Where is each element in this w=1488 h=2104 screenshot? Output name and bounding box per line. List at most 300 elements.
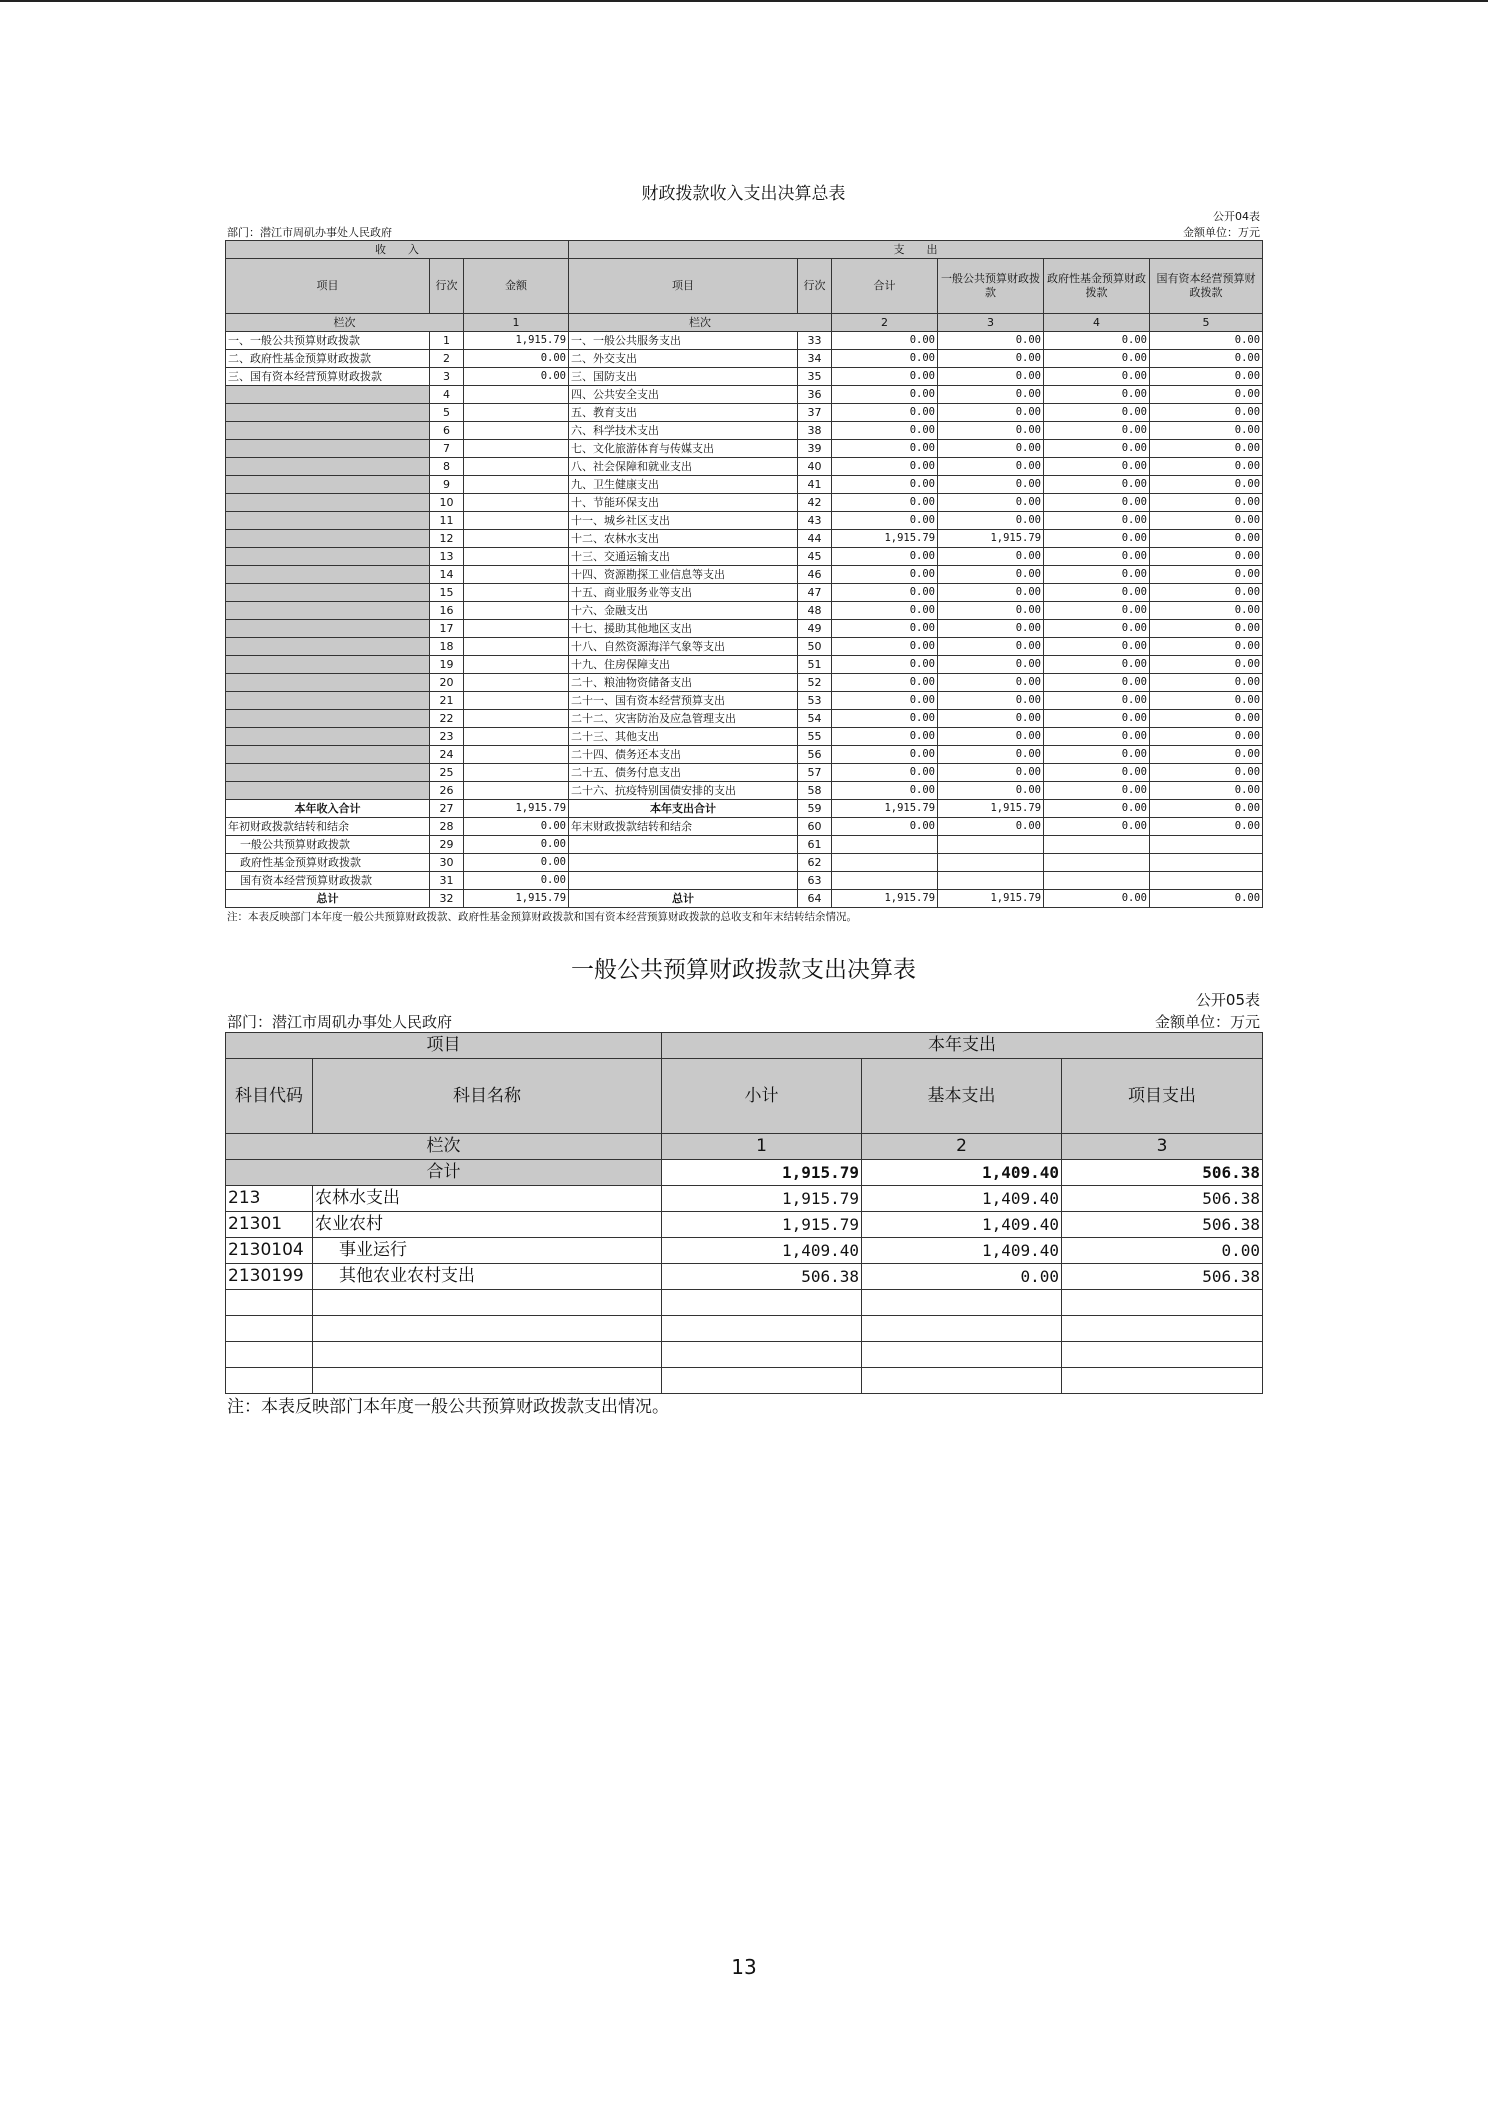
col-fund-budget: 政府性基金预算财政拨款 bbox=[1044, 259, 1150, 314]
project-expense: 506.38 bbox=[1062, 1186, 1263, 1212]
subtotal bbox=[662, 1316, 862, 1342]
expense-total: 0.00 bbox=[832, 458, 938, 476]
table-row bbox=[226, 422, 1263, 440]
income-header: 收 入 bbox=[226, 241, 569, 259]
income-amount: 0.00 bbox=[464, 368, 569, 386]
top-border-line bbox=[0, 0, 1488, 2]
expense-total: 0.00 bbox=[832, 710, 938, 728]
income-amount bbox=[464, 728, 569, 746]
expense-rowno: 43 bbox=[798, 512, 832, 530]
expense-fund: 0.00 bbox=[1044, 530, 1150, 548]
expense-total: 0.00 bbox=[832, 440, 938, 458]
basic-expense bbox=[862, 1342, 1062, 1368]
income-rowno: 1 bbox=[430, 332, 464, 350]
expense-fund: 0.00 bbox=[1044, 800, 1150, 818]
expense-general: 0.00 bbox=[938, 674, 1044, 692]
expense-state: 0.00 bbox=[1150, 818, 1263, 836]
table1-meta-code bbox=[225, 208, 1262, 224]
table-row bbox=[226, 638, 1263, 656]
col-expense-item: 项目 bbox=[569, 259, 798, 314]
expense-fund: 0.00 bbox=[1044, 584, 1150, 602]
expense-general: 0.00 bbox=[938, 782, 1044, 800]
income-amount: 0.00 bbox=[464, 872, 569, 890]
expense-general: 0.00 bbox=[938, 818, 1044, 836]
income-item bbox=[226, 620, 430, 638]
expense-fund: 0.00 bbox=[1044, 458, 1150, 476]
expense-total: 0.00 bbox=[832, 692, 938, 710]
col-income-rowno: 行次 bbox=[430, 259, 464, 314]
table-row bbox=[226, 602, 1263, 620]
table-row bbox=[226, 728, 1263, 746]
project-expense: 0.00 bbox=[1062, 1238, 1263, 1264]
expense-fund: 0.00 bbox=[1044, 386, 1150, 404]
income-rowno: 5 bbox=[430, 404, 464, 422]
income-amount bbox=[464, 404, 569, 422]
income-item: 一、一般公共预算财政拨款 bbox=[226, 332, 430, 350]
expense-fund: 0.00 bbox=[1044, 782, 1150, 800]
expense-rowno: 56 bbox=[798, 746, 832, 764]
subject-code: 21301 bbox=[226, 1212, 313, 1238]
expense-rowno: 62 bbox=[798, 854, 832, 872]
expense-total: 0.00 bbox=[832, 674, 938, 692]
expense-item: 七、文化旅游体育与传媒支出 bbox=[569, 440, 798, 458]
income-amount: 0.00 bbox=[464, 818, 569, 836]
table-row bbox=[226, 332, 1263, 350]
table1-unit: 金额单位：万元 bbox=[1183, 226, 1260, 239]
expense-state: 0.00 bbox=[1150, 800, 1263, 818]
expense-idx-4: 4 bbox=[1044, 314, 1150, 332]
expense-fund: 0.00 bbox=[1044, 746, 1150, 764]
table-row bbox=[226, 854, 1263, 872]
expense-item bbox=[569, 872, 798, 890]
expense-rowno: 40 bbox=[798, 458, 832, 476]
income-rowno: 6 bbox=[430, 422, 464, 440]
expense-general: 0.00 bbox=[938, 404, 1044, 422]
expense-rowno: 45 bbox=[798, 548, 832, 566]
col-basic: 基本支出 bbox=[862, 1059, 1062, 1134]
income-item bbox=[226, 566, 430, 584]
table2-title: 一般公共预算财政拨款支出决算表 bbox=[571, 957, 916, 983]
expense-fund: 0.00 bbox=[1044, 566, 1150, 584]
income-item bbox=[226, 386, 430, 404]
income-item bbox=[226, 494, 430, 512]
table-row bbox=[226, 782, 1263, 800]
expense-item: 十三、交通运输支出 bbox=[569, 548, 798, 566]
expense-total: 0.00 bbox=[832, 638, 938, 656]
income-amount bbox=[464, 440, 569, 458]
income-item bbox=[226, 404, 430, 422]
basic-expense bbox=[862, 1368, 1062, 1394]
income-item bbox=[226, 476, 430, 494]
income-amount bbox=[464, 530, 569, 548]
basic-expense bbox=[862, 1290, 1062, 1316]
expense-state: 0.00 bbox=[1150, 530, 1263, 548]
project-expense bbox=[1062, 1342, 1263, 1368]
t2-idx-2: 2 bbox=[862, 1134, 1062, 1160]
expense-general: 0.00 bbox=[938, 386, 1044, 404]
expense-fund: 0.00 bbox=[1044, 692, 1150, 710]
expense-total: 0.00 bbox=[832, 656, 938, 674]
income-item: 国有资本经营预算财政拨款 bbox=[226, 872, 430, 890]
income-rowno: 14 bbox=[430, 566, 464, 584]
subject-code bbox=[226, 1368, 313, 1394]
expense-total: 0.00 bbox=[832, 494, 938, 512]
expense-item: 八、社会保障和就业支出 bbox=[569, 458, 798, 476]
expense-item: 十七、援助其他地区支出 bbox=[569, 620, 798, 638]
col-expense-rowno: 行次 bbox=[798, 259, 832, 314]
expense-state: 0.00 bbox=[1150, 566, 1263, 584]
expense-rowno: 57 bbox=[798, 764, 832, 782]
expense-rowno: 64 bbox=[798, 890, 832, 908]
expense-item: 二十三、其他支出 bbox=[569, 728, 798, 746]
t2-idx-1: 1 bbox=[662, 1134, 862, 1160]
expense-general: 0.00 bbox=[938, 566, 1044, 584]
table2-dept: 部门：潜江市周矶办事处人民政府 bbox=[227, 1013, 453, 1031]
expense-rowno: 61 bbox=[798, 836, 832, 854]
income-amount: 1,915.79 bbox=[464, 800, 569, 818]
empty-row bbox=[226, 1368, 1263, 1394]
expense-idx-3: 3 bbox=[938, 314, 1044, 332]
income-rowno: 9 bbox=[430, 476, 464, 494]
expense-item: 二十六、抗疫特别国债安排的支出 bbox=[569, 782, 798, 800]
expense-fund: 0.00 bbox=[1044, 350, 1150, 368]
subject-name bbox=[313, 1316, 662, 1342]
page-number: 13 bbox=[731, 1955, 757, 1979]
expense-state: 0.00 bbox=[1150, 674, 1263, 692]
expense-total bbox=[832, 872, 938, 890]
subject-name: 事业运行 bbox=[313, 1238, 662, 1264]
expense-state: 0.00 bbox=[1150, 890, 1263, 908]
expense-state: 0.00 bbox=[1150, 440, 1263, 458]
income-amount: 1,915.79 bbox=[464, 332, 569, 350]
expense-state: 0.00 bbox=[1150, 512, 1263, 530]
income-item bbox=[226, 674, 430, 692]
subject-name: 农林水支出 bbox=[313, 1186, 662, 1212]
expense-rowno: 44 bbox=[798, 530, 832, 548]
income-rowno: 4 bbox=[430, 386, 464, 404]
table1-title: 财政拨款收入支出决算总表 bbox=[641, 184, 846, 204]
expense-total bbox=[832, 836, 938, 854]
expense-item: 十二、农林水支出 bbox=[569, 530, 798, 548]
income-rowno: 15 bbox=[430, 584, 464, 602]
expense-total: 0.00 bbox=[832, 782, 938, 800]
expense-rowno: 63 bbox=[798, 872, 832, 890]
table-row bbox=[226, 494, 1263, 512]
income-amount bbox=[464, 458, 569, 476]
expense-total: 0.00 bbox=[832, 620, 938, 638]
col-this-year: 本年支出 bbox=[662, 1033, 1263, 1059]
table2-unit: 金额单位：万元 bbox=[1154, 1013, 1260, 1031]
expense-general: 0.00 bbox=[938, 656, 1044, 674]
project-expense bbox=[1062, 1316, 1263, 1342]
fiscal-summary-table bbox=[225, 240, 1263, 908]
col-code: 科目代码 bbox=[226, 1059, 313, 1134]
income-amount bbox=[464, 566, 569, 584]
income-rowno: 19 bbox=[430, 656, 464, 674]
table-row bbox=[226, 764, 1263, 782]
expense-idx-5: 5 bbox=[1150, 314, 1263, 332]
table-row bbox=[226, 836, 1263, 854]
expense-total: 0.00 bbox=[832, 584, 938, 602]
expense-lanci: 栏次 bbox=[569, 314, 832, 332]
expense-fund: 0.00 bbox=[1044, 818, 1150, 836]
income-amount bbox=[464, 476, 569, 494]
expense-item: 三、国防支出 bbox=[569, 368, 798, 386]
expense-total: 1,915.79 bbox=[832, 800, 938, 818]
income-rowno: 31 bbox=[430, 872, 464, 890]
income-amount bbox=[464, 548, 569, 566]
income-amount bbox=[464, 782, 569, 800]
expense-rowno: 58 bbox=[798, 782, 832, 800]
income-item bbox=[226, 638, 430, 656]
expense-total: 0.00 bbox=[832, 368, 938, 386]
subtotal bbox=[662, 1342, 862, 1368]
expense-general: 0.00 bbox=[938, 746, 1044, 764]
expense-fund: 0.00 bbox=[1044, 656, 1150, 674]
expense-state: 0.00 bbox=[1150, 404, 1263, 422]
t2-lanci: 栏次 bbox=[226, 1134, 662, 1160]
expense-fund bbox=[1044, 854, 1150, 872]
expense-item: 十九、住房保障支出 bbox=[569, 656, 798, 674]
expense-rowno: 46 bbox=[798, 566, 832, 584]
expense-header: 支 出 bbox=[569, 241, 1263, 259]
basic-expense bbox=[862, 1316, 1062, 1342]
income-amount bbox=[464, 638, 569, 656]
expense-general: 0.00 bbox=[938, 620, 1044, 638]
project-expense: 506.38 bbox=[1062, 1264, 1263, 1290]
income-amount bbox=[464, 692, 569, 710]
table-row bbox=[226, 656, 1263, 674]
income-item bbox=[226, 602, 430, 620]
expense-item: 一、一般公共服务支出 bbox=[569, 332, 798, 350]
expense-rowno: 53 bbox=[798, 692, 832, 710]
income-item: 总计 bbox=[226, 890, 430, 908]
expense-general: 0.00 bbox=[938, 350, 1044, 368]
income-item: 三、国有资本经营预算财政拨款 bbox=[226, 368, 430, 386]
general-budget-table bbox=[225, 1032, 1263, 1394]
subject-name bbox=[313, 1290, 662, 1316]
income-rowno: 27 bbox=[430, 800, 464, 818]
subtotal: 1,915.79 bbox=[662, 1212, 862, 1238]
expense-general: 0.00 bbox=[938, 764, 1044, 782]
expense-item: 年末财政拨款结转和结余 bbox=[569, 818, 798, 836]
expense-general: 0.00 bbox=[938, 584, 1044, 602]
subject-name: 农业农村 bbox=[313, 1212, 662, 1238]
expense-general: 0.00 bbox=[938, 494, 1044, 512]
expense-general: 0.00 bbox=[938, 458, 1044, 476]
subject-code: 213 bbox=[226, 1186, 313, 1212]
expense-fund bbox=[1044, 836, 1150, 854]
table-row bbox=[226, 746, 1263, 764]
income-amount: 0.00 bbox=[464, 350, 569, 368]
income-rowno: 24 bbox=[430, 746, 464, 764]
income-item bbox=[226, 782, 430, 800]
income-item bbox=[226, 458, 430, 476]
col-income-item: 项目 bbox=[226, 259, 430, 314]
expense-total: 0.00 bbox=[832, 422, 938, 440]
subject-code: 2130104 bbox=[226, 1238, 313, 1264]
expense-general: 0.00 bbox=[938, 602, 1044, 620]
expense-general: 1,915.79 bbox=[938, 530, 1044, 548]
income-rowno: 28 bbox=[430, 818, 464, 836]
expense-rowno: 39 bbox=[798, 440, 832, 458]
expense-fund: 0.00 bbox=[1044, 494, 1150, 512]
income-rowno: 23 bbox=[430, 728, 464, 746]
expense-rowno: 36 bbox=[798, 386, 832, 404]
table-row bbox=[226, 1264, 1263, 1290]
table-row bbox=[226, 692, 1263, 710]
income-item: 政府性基金预算财政拨款 bbox=[226, 854, 430, 872]
income-amount bbox=[464, 746, 569, 764]
income-rowno: 17 bbox=[430, 620, 464, 638]
col-name: 科目名称 bbox=[313, 1059, 662, 1134]
expense-item: 九、卫生健康支出 bbox=[569, 476, 798, 494]
subtotal bbox=[662, 1290, 862, 1316]
expense-fund: 0.00 bbox=[1044, 602, 1150, 620]
income-amount: 0.00 bbox=[464, 836, 569, 854]
table2-meta-dept bbox=[225, 1010, 1262, 1032]
expense-state: 0.00 bbox=[1150, 710, 1263, 728]
expense-rowno: 52 bbox=[798, 674, 832, 692]
table-row bbox=[226, 584, 1263, 602]
income-rowno: 32 bbox=[430, 890, 464, 908]
table-row bbox=[226, 1212, 1263, 1238]
income-rowno: 10 bbox=[430, 494, 464, 512]
income-amount: 1,915.79 bbox=[464, 890, 569, 908]
table-row bbox=[226, 404, 1263, 422]
subject-name: 其他农业农村支出 bbox=[313, 1264, 662, 1290]
expense-rowno: 47 bbox=[798, 584, 832, 602]
expense-fund: 0.00 bbox=[1044, 764, 1150, 782]
expense-rowno: 35 bbox=[798, 368, 832, 386]
expense-state: 0.00 bbox=[1150, 692, 1263, 710]
expense-item: 总计 bbox=[569, 890, 798, 908]
subject-code bbox=[226, 1290, 313, 1316]
expense-state: 0.00 bbox=[1150, 476, 1263, 494]
expense-rowno: 37 bbox=[798, 404, 832, 422]
expense-state: 0.00 bbox=[1150, 602, 1263, 620]
expense-rowno: 38 bbox=[798, 422, 832, 440]
col-general-budget: 一般公共预算财政拨款 bbox=[938, 259, 1044, 314]
expense-state: 0.00 bbox=[1150, 746, 1263, 764]
expense-total: 1,915.79 bbox=[832, 530, 938, 548]
expense-rowno: 34 bbox=[798, 350, 832, 368]
expense-total: 0.00 bbox=[832, 332, 938, 350]
t2-sum-basic: 1,409.40 bbox=[862, 1160, 1062, 1186]
expense-general: 0.00 bbox=[938, 476, 1044, 494]
income-rowno: 12 bbox=[430, 530, 464, 548]
expense-item: 十五、商业服务业等支出 bbox=[569, 584, 798, 602]
table-row bbox=[226, 674, 1263, 692]
income-rowno: 7 bbox=[430, 440, 464, 458]
basic-expense: 0.00 bbox=[862, 1264, 1062, 1290]
income-rowno: 30 bbox=[430, 854, 464, 872]
expense-total: 0.00 bbox=[832, 548, 938, 566]
table-row bbox=[226, 458, 1263, 476]
expense-rowno: 33 bbox=[798, 332, 832, 350]
income-item bbox=[226, 710, 430, 728]
expense-general: 0.00 bbox=[938, 368, 1044, 386]
table2-form-code: 公开05表 bbox=[1195, 991, 1260, 1009]
expense-general: 0.00 bbox=[938, 422, 1044, 440]
table2-note: 注：本表反映部门本年度一般公共预算财政拨款支出情况。 bbox=[227, 1397, 669, 1417]
expense-state bbox=[1150, 836, 1263, 854]
income-item: 本年收入合计 bbox=[226, 800, 430, 818]
general-budget-section bbox=[225, 952, 1262, 1420]
expense-fund: 0.00 bbox=[1044, 404, 1150, 422]
expense-item: 十四、资源勘探工业信息等支出 bbox=[569, 566, 798, 584]
table-row bbox=[226, 350, 1263, 368]
subtotal bbox=[662, 1368, 862, 1394]
t2-idx-3: 3 bbox=[1062, 1134, 1263, 1160]
expense-total: 0.00 bbox=[832, 764, 938, 782]
expense-total: 0.00 bbox=[832, 746, 938, 764]
expense-fund: 0.00 bbox=[1044, 368, 1150, 386]
income-item bbox=[226, 422, 430, 440]
expense-general bbox=[938, 854, 1044, 872]
subtotal: 1,915.79 bbox=[662, 1186, 862, 1212]
expense-item: 本年支出合计 bbox=[569, 800, 798, 818]
expense-state: 0.00 bbox=[1150, 458, 1263, 476]
expense-fund: 0.00 bbox=[1044, 710, 1150, 728]
expense-rowno: 50 bbox=[798, 638, 832, 656]
subtotal: 1,409.40 bbox=[662, 1238, 862, 1264]
income-amount bbox=[464, 674, 569, 692]
income-rowno: 13 bbox=[430, 548, 464, 566]
expense-total: 0.00 bbox=[832, 386, 938, 404]
expense-total: 1,915.79 bbox=[832, 890, 938, 908]
expense-item: 十八、自然资源海洋气象等支出 bbox=[569, 638, 798, 656]
expense-fund: 0.00 bbox=[1044, 476, 1150, 494]
expense-total: 0.00 bbox=[832, 818, 938, 836]
table1-form-code: 公开04表 bbox=[1213, 210, 1260, 223]
expense-rowno: 59 bbox=[798, 800, 832, 818]
empty-row bbox=[226, 1290, 1263, 1316]
expense-idx-2: 2 bbox=[832, 314, 938, 332]
table-row bbox=[226, 386, 1263, 404]
income-item: 年初财政拨款结转和结余 bbox=[226, 818, 430, 836]
expense-fund: 0.00 bbox=[1044, 440, 1150, 458]
expense-rowno: 54 bbox=[798, 710, 832, 728]
subject-code: 2130199 bbox=[226, 1264, 313, 1290]
income-item bbox=[226, 440, 430, 458]
expense-general: 0.00 bbox=[938, 692, 1044, 710]
expense-state: 0.00 bbox=[1150, 368, 1263, 386]
expense-state: 0.00 bbox=[1150, 350, 1263, 368]
expense-general: 0.00 bbox=[938, 332, 1044, 350]
income-item bbox=[226, 746, 430, 764]
income-rowno: 26 bbox=[430, 782, 464, 800]
expense-fund: 0.00 bbox=[1044, 638, 1150, 656]
income-amount bbox=[464, 656, 569, 674]
income-item: 一般公共预算财政拨款 bbox=[226, 836, 430, 854]
expense-state: 0.00 bbox=[1150, 656, 1263, 674]
expense-general: 0.00 bbox=[938, 728, 1044, 746]
expense-state: 0.00 bbox=[1150, 494, 1263, 512]
income-item bbox=[226, 584, 430, 602]
income-amount bbox=[464, 620, 569, 638]
col-state-capital-budget: 国有资本经营预算财政拨款 bbox=[1150, 259, 1263, 314]
table-row bbox=[226, 368, 1263, 386]
income-item bbox=[226, 548, 430, 566]
expense-state: 0.00 bbox=[1150, 782, 1263, 800]
expense-state: 0.00 bbox=[1150, 620, 1263, 638]
expense-rowno: 51 bbox=[798, 656, 832, 674]
expense-item: 五、教育支出 bbox=[569, 404, 798, 422]
expense-item: 十、节能环保支出 bbox=[569, 494, 798, 512]
expense-item bbox=[569, 854, 798, 872]
expense-state: 0.00 bbox=[1150, 728, 1263, 746]
